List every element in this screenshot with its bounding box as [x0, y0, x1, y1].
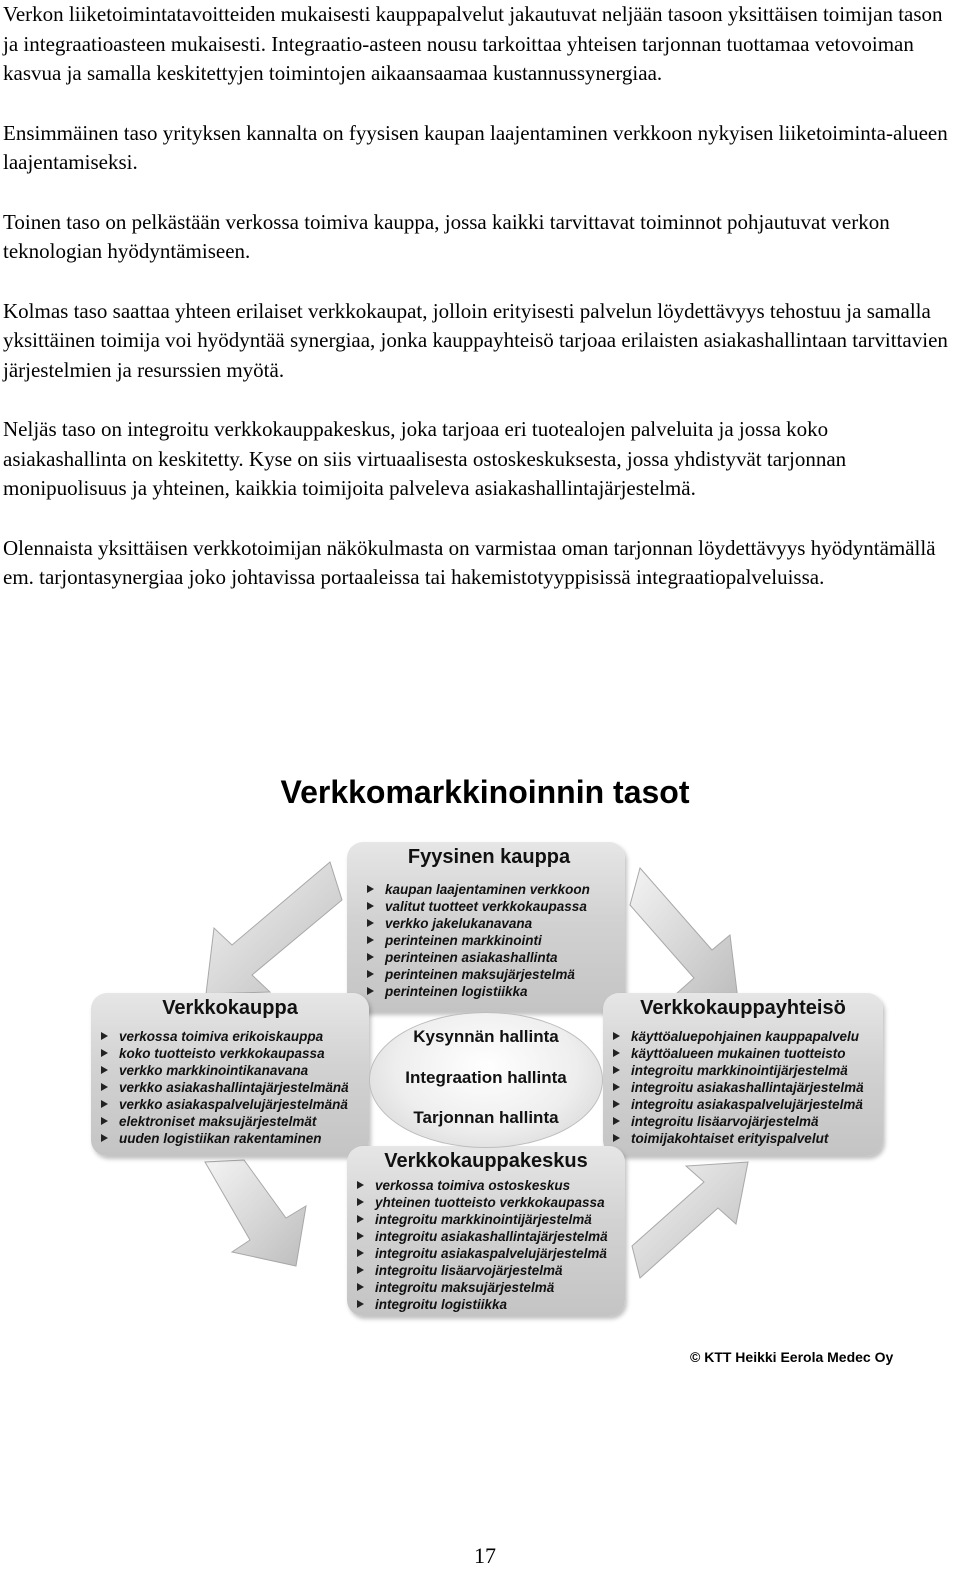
box-list: [353, 1177, 619, 1313]
arrowhead-bullet-icon: [101, 1049, 108, 1057]
list-item: kaupan laajentaminen verkkoon: [363, 881, 615, 898]
center-label-tarjonta: Tarjonnan hallinta: [413, 1108, 559, 1127]
list-item: toimijakohtaiset erityispalvelut: [609, 1130, 877, 1147]
arrowhead-bullet-icon: [101, 1134, 108, 1142]
box-verkkokauppakeskus: [347, 1146, 625, 1316]
arrowhead-bullet-icon: [357, 1300, 364, 1308]
arrow-bottom-right: [632, 1162, 748, 1278]
arrowhead-bullet-icon: [367, 970, 374, 978]
list-item: perinteinen maksujärjestelmä: [363, 966, 615, 983]
arrowhead-bullet-icon: [101, 1083, 108, 1091]
box-list: [97, 1028, 363, 1147]
list-item: integroitu markkinointijärjestelmä: [353, 1211, 619, 1228]
arrowhead-bullet-icon: [367, 953, 374, 961]
list-item: verkossa toimiva erikoiskauppa: [97, 1028, 363, 1045]
arrowhead-bullet-icon: [357, 1181, 364, 1189]
list-item: perinteinen asiakashallinta: [363, 949, 615, 966]
arrowhead-bullet-icon: [613, 1032, 620, 1040]
box-verkkokauppayhteiso: [603, 993, 883, 1156]
list-item: integroitu lisäarvojärjestelmä: [353, 1262, 619, 1279]
arrowhead-bullet-icon: [613, 1117, 620, 1125]
arrowhead-bullet-icon: [357, 1232, 364, 1240]
list-item: uuden logistiikan rakentaminen: [97, 1130, 363, 1147]
center-label-kysynta: Kysynnän hallinta: [413, 1027, 559, 1046]
arrowhead-bullet-icon: [367, 936, 374, 944]
list-item: verkko asiakaspalvelujärjestelmänä: [97, 1096, 363, 1113]
box-verkkokauppa: [91, 993, 369, 1156]
list-item: integroitu asiakaspalvelujärjestelmä: [609, 1096, 877, 1113]
paragraph: Neljäs taso on integroitu verkkokauppakeskus, joka tarjoaa eri tuotealojen palveluita ja jossa koko asiakashallinta on keskitetty. Kyse on siis virtuaalisesta ostoskeskuksesta, jossa yhdistyvät tarjonnan monipuolisuus ja yhteinen, kaikkia toimijoita palveleva asiakashallintajärjestelmä.: [3, 417, 847, 500]
arrowhead-bullet-icon: [101, 1100, 108, 1108]
list-item: käyttöalueen mukainen tuotteisto: [609, 1045, 877, 1062]
arrowhead-bullet-icon: [101, 1066, 108, 1074]
box-list: [609, 1028, 877, 1147]
arrowhead-bullet-icon: [613, 1134, 620, 1142]
arrowhead-bullet-icon: [101, 1032, 108, 1040]
arrowhead-bullet-icon: [357, 1249, 364, 1257]
list-item: integroitu markkinointijärjestelmä: [609, 1062, 877, 1079]
box-fyysinen-kauppa: [347, 842, 625, 1012]
arrow-bottom-left: [205, 1160, 306, 1266]
arrow-top-right: [630, 868, 738, 1000]
list-item: valitut tuotteet verkkokaupassa: [363, 898, 615, 915]
arrowhead-bullet-icon: [357, 1283, 364, 1291]
paragraph: Toinen taso on pelkästään verkossa toimiva kauppa, jossa kaikki tarvittavat toiminnot pohjautuvat verkon teknologian hyödyntämiseen.: [3, 209, 890, 263]
box-title: Verkkokauppa: [162, 997, 298, 1019]
list-item: verkko jakelukanavana: [363, 915, 615, 932]
arrowhead-bullet-icon: [613, 1083, 620, 1091]
box-title: Fyysinen kauppa: [407, 846, 571, 868]
list-item: verkossa toimiva ostoskeskus: [353, 1177, 619, 1194]
list-item: integroitu lisäarvojärjestelmä: [609, 1113, 877, 1130]
arrowhead-bullet-icon: [357, 1198, 364, 1206]
list-item: koko tuotteisto verkkokaupassa: [97, 1045, 363, 1062]
arrowhead-bullet-icon: [357, 1215, 364, 1223]
figure-title: Verkkomarkkinoinnin tasot: [280, 774, 690, 810]
arrowhead-bullet-icon: [367, 919, 374, 927]
list-item: perinteinen markkinointi: [363, 932, 615, 949]
arrowhead-bullet-icon: [101, 1117, 108, 1125]
copyright-notice: © KTT Heikki Eerola Medec Oy: [690, 1349, 894, 1365]
paragraph: Kolmas taso saattaa yhteen erilaiset verkkokaupat, jolloin erityisesti palvelun löydettävyys tehostuu ja samalla yksittäinen toimija voi hyödyntää synergiaa, jonka kauppayhteisö tarjoaa erilaisten asiakashallintaan tarvittavien järjestelmien ja resurssien myötä.: [3, 298, 948, 382]
list-item: integroitu maksujärjestelmä: [353, 1279, 619, 1296]
arrowhead-bullet-icon: [613, 1066, 620, 1074]
arrowhead-bullet-icon: [613, 1100, 620, 1108]
list-item: integroitu asiakaspalvelujärjestelmä: [353, 1245, 619, 1262]
list-item: verkko asiakashallintajärjestelmänä: [97, 1079, 363, 1096]
list-item: integroitu logistiikka: [353, 1296, 619, 1313]
list-item: elektroniset maksujärjestelmät: [97, 1113, 363, 1130]
list-item: käyttöaluepohjainen kauppapalvelu: [609, 1028, 877, 1045]
arrowhead-bullet-icon: [367, 902, 374, 910]
list-item: perinteinen logistiikka: [363, 983, 615, 1000]
box-title: Verkkokauppakeskus: [384, 1150, 588, 1172]
paragraph: Olennaista yksittäisen verkkotoimijan näkökulmasta on varmistaa oman tarjonnan löydettävyys hyödyntämällä em. tarjontasynergiaa joko johtavissa portaaleissa tai hakemistotyyppisissä integraatiopalveluissa.: [3, 535, 936, 589]
arrowhead-bullet-icon: [367, 987, 374, 995]
arrowhead-bullet-icon: [613, 1049, 620, 1057]
arrowhead-bullet-icon: [357, 1266, 364, 1274]
list-item: yhteinen tuotteisto verkkokaupassa: [353, 1194, 619, 1211]
arrow-top-left: [206, 862, 342, 994]
box-title: Verkkokauppayhteisö: [640, 997, 846, 1019]
arrowhead-bullet-icon: [367, 885, 374, 893]
list-item: integroitu asiakashallintajärjestelmä: [609, 1079, 877, 1096]
paragraph: Ensimmäinen taso yrityksen kannalta on fyysisen kaupan laajentaminen verkkoon nykyisen liiketoiminta-alueen laajentamiseksi.: [3, 120, 948, 174]
page-number: 17: [474, 1543, 496, 1568]
center-label-integraatio: Integraation hallinta: [405, 1068, 567, 1087]
list-item: integroitu asiakashallintajärjestelmä: [353, 1228, 619, 1245]
paragraph: Verkon liiketoimintatavoitteiden mukaisesti kauppapalvelut jakautuvat neljään tasoon yksittäisen toimijan tason ja integraatioasteen mukaisesti. Integraatio-asteen nousu tarkoittaa yhteisen tarjonnan tuottamaa vetovoiman kasvua ja samalla keskitettyjen toimintojen aikaansaamaa kustannussynergiaa.: [3, 2, 943, 85]
box-list: [363, 881, 615, 1000]
list-item: verkko markkinointikanavana: [97, 1062, 363, 1079]
